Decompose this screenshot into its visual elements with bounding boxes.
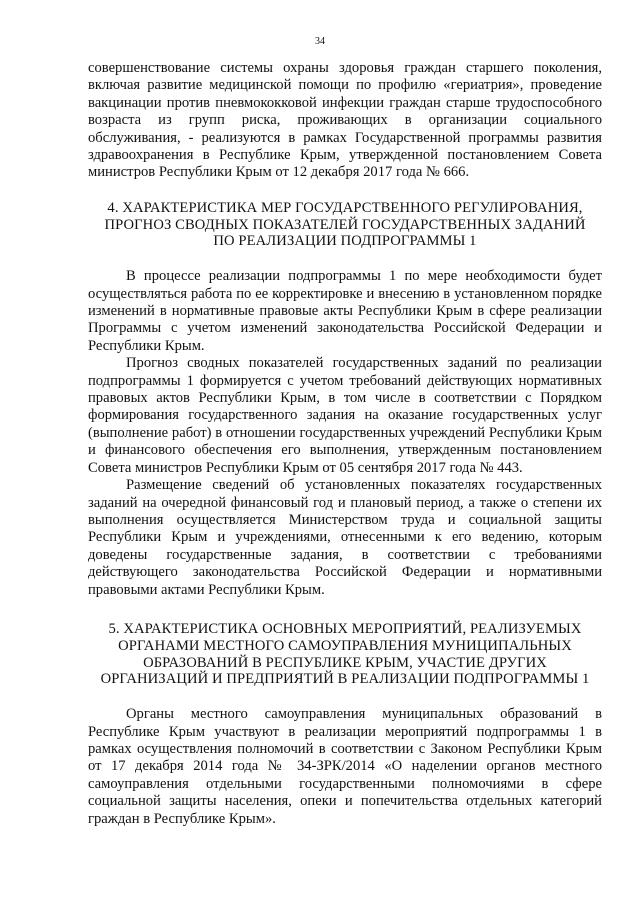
section-4-paragraph: Прогноз сводных показателей государственных заданий по реализации подпрограммы 1 формируется с учетом требований действующих нормативных правовых актов Республики Крым, в том числе в соответствии с Порядком формирования государственного задания на оказание государственных услуг (выполнение работ) в отношении государственных учреждений Республики Крым и финансового обеспечения его выполнения, утвержденным постановлением Совета министров Республики Крым от 05 сентября 2017 года № 443. (88, 355, 602, 476)
heading-line: ПО РЕАЛИЗАЦИИ ПОДПРОГРАММЫ 1 (213, 233, 477, 250)
intro-paragraph: совершенствование системы охраны здоровья граждан старшего поколения, включая развитие медицинской помощи по профилю «гериатрия», проведение вакцинации против пневмококковой инфекции граждан старше трудоспособного возраста из групп риска, проживающих в организации социального обслуживания, - реализуются в рамках Государственной программы развития здравоохранения в Республике Крым, утвержденной постановлением Совета министров Республики Крым от 12 декабря 2017 года № 666. (88, 60, 602, 181)
section-5-heading (88, 621, 602, 688)
section-4-paragraph: Размещение сведений об установленных показателях государственных заданий на очередной финансовый год и плановый период, а также о степени их выполнения осуществляется Министерством труда и социальной защиты Республики Крым и учреждениями, отнесенными к его ведению, которым доведены государственные задания, в соответствии с требованиями действующего законодательства Российской Федерации и нормативными правовыми актами Республики Крым. (88, 477, 602, 598)
section-4-paragraph: В процессе реализации подпрограммы 1 по мере необходимости будет осуществляться работа по ее корректировке и внесению в установленном порядке изменений в нормативные правовые акты Республики Крым в сфере реализации Программы с учетом изменений законодательства Российской Федерации и Республики Крым. (88, 268, 602, 354)
heading-line: 4. ХАРАКТЕРИСТИКА МЕР ГОСУДАРСТВЕННОГО РЕГУЛИРОВАНИЯ, (107, 199, 583, 216)
section-4-heading (88, 200, 602, 250)
section-5-paragraph: Органы местного самоуправления муниципальных образований в Республике Крым участвуют в реализации мероприятий подпрограммы 1 в рамках осуществления полномочий в соответствии с Законом Республики Крым от 17 декабря 2014 года № 34-ЗРК/2014 «О наделении органов местного самоуправления отдельными государственными полномочиями в сфере социальной защиты населения, опеки и попечительства отдельных категорий граждан в Республике Крым». (88, 706, 602, 827)
page-content (88, 60, 602, 828)
heading-line: ПРОГНОЗ СВОДНЫХ ПОКАЗАТЕЛЕЙ ГОСУДАРСТВЕННЫХ ЗАДАНИЙ (104, 216, 586, 233)
heading-line: ОРГАНАМИ МЕСТНОГО САМОУПРАВЛЕНИЯ МУНИЦИПАЛЬНЫХ (118, 637, 572, 654)
heading-line: ОРГАНИЗАЦИЙ И ПРЕДПРИЯТИЙ В РЕАЛИЗАЦИИ ПОДПРОГРАММЫ 1 (100, 671, 590, 688)
heading-line: ОБРАЗОВАНИЙ В РЕСПУБЛИКЕ КРЫМ, УЧАСТИЕ ДРУГИХ (143, 654, 547, 671)
page-number: 34 (315, 36, 325, 47)
heading-line: 5. ХАРАКТЕРИСТИКА ОСНОВНЫХ МЕРОПРИЯТИЙ, РЕАЛИЗУЕМЫХ (108, 620, 582, 637)
